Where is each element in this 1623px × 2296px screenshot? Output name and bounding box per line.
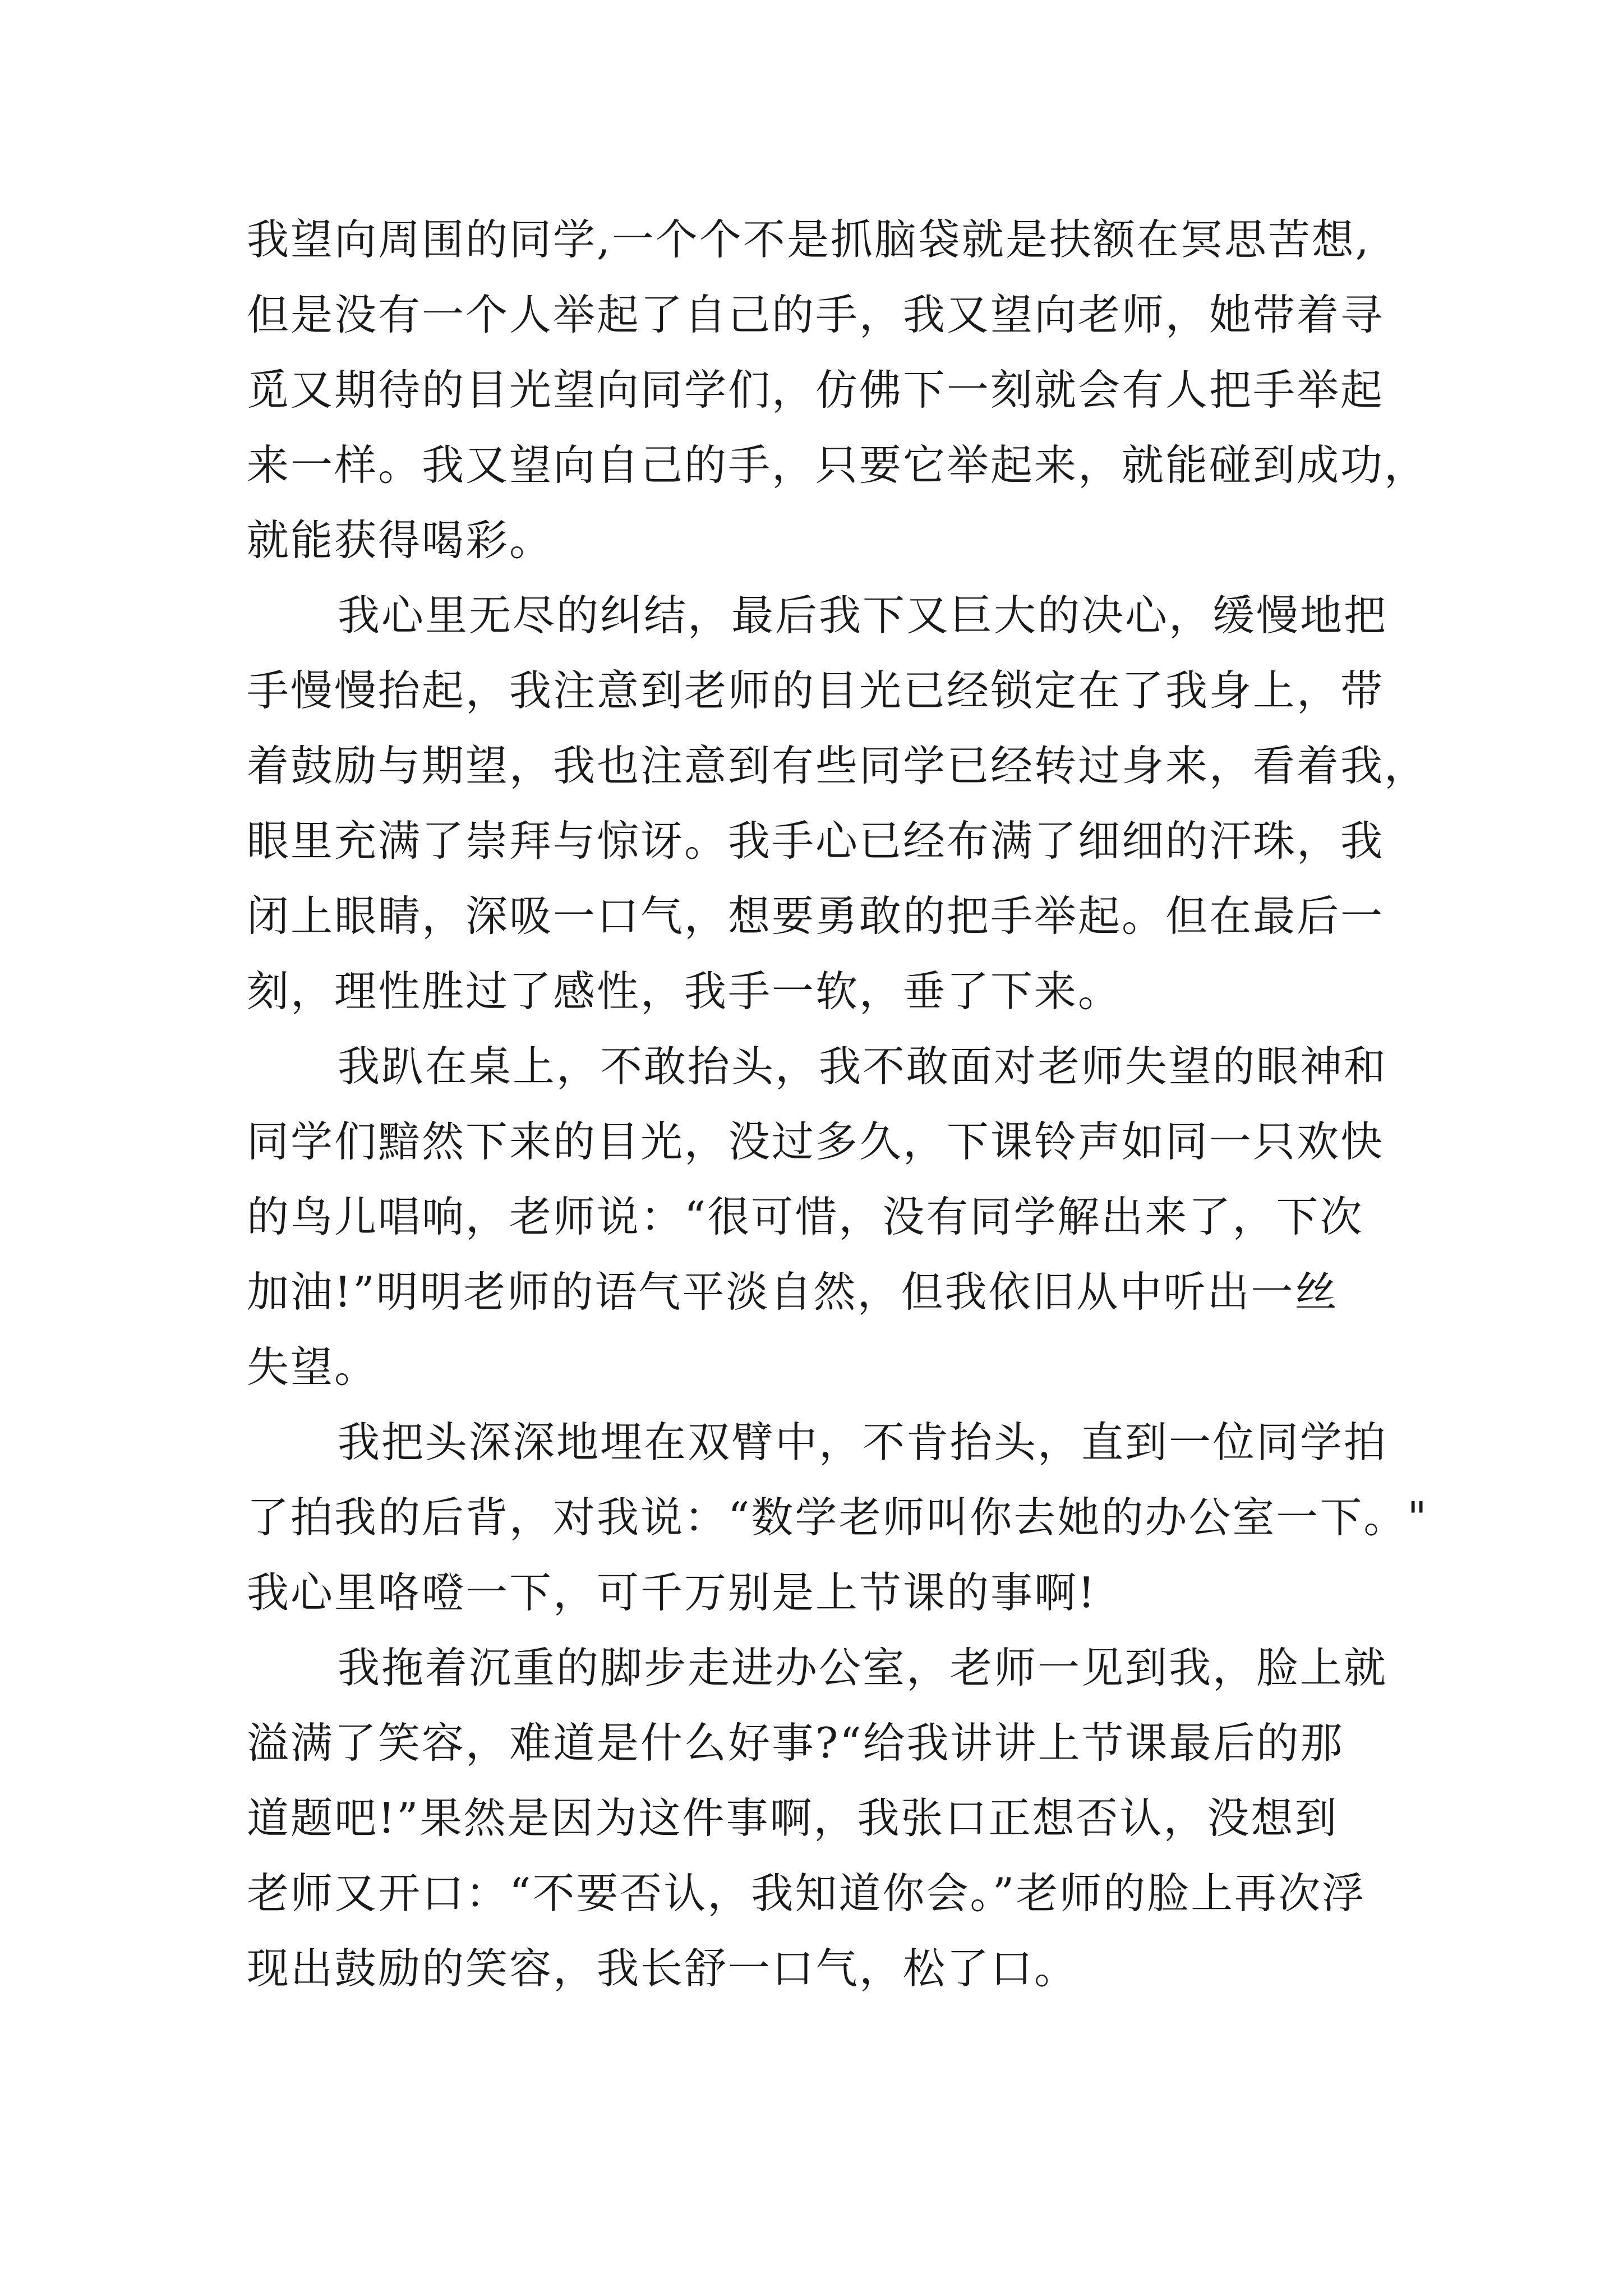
text-line: 手慢慢抬起，我注意到老师的目光已经锁定在了我身上，带 bbox=[247, 666, 1385, 715]
text-line: 的鸟儿唱响，老师说：“很可惜，没有同学解出来了，下次 bbox=[247, 1192, 1364, 1241]
text-line: 来一样。我又望向自己的手，只要它举起来，就能碰到成功， bbox=[247, 440, 1428, 490]
paragraph bbox=[247, 1405, 1441, 1630]
text-line: 溢满了笑容，难道是什么好事?“给我讲讲上节课最后的那 bbox=[247, 1718, 1344, 1768]
document-body bbox=[247, 202, 1441, 2006]
text-line: 我望向周围的同学,一个个不是抓脑袋就是扶额在冥思苦想, bbox=[247, 215, 1371, 264]
text-line: 着鼓励与期望，我也注意到有些同学已经转过身来，看着我， bbox=[247, 741, 1428, 790]
text-line: 了拍我的后背，对我说：“数学老师叫你去她的办公室一下。" bbox=[247, 1493, 1428, 1542]
text-line: 刻，理性胜过了感性，我手一软，垂了下来。 bbox=[247, 967, 1122, 1016]
text-line: 加油!”明明老师的语气平淡自然，但我依旧从中听出一丝 bbox=[247, 1267, 1339, 1317]
text-line: 就能获得喝彩。 bbox=[247, 516, 554, 565]
text-line: 同学们黯然下来的目光，没过多久，下课铃声如同一只欢快 bbox=[247, 1117, 1385, 1166]
text-line: 我心里咯噔一下，可千万别是上节课的事啊! bbox=[247, 1568, 1097, 1617]
text-line: 我心里无尽的纠结，最后我下又巨大的决心，缓慢地把 bbox=[338, 591, 1388, 640]
text-line: 失望。 bbox=[247, 1342, 379, 1392]
text-line: 我把头深深地埋在双臂中，不肯抬头，直到一位同学拍 bbox=[338, 1418, 1388, 1467]
text-line: 觅又期待的目光望向同学们，仿佛下一刻就会有人把手举起 bbox=[247, 365, 1385, 415]
text-line: 道题吧!”果然是因为这件事啊，我张口正想否认，没想到 bbox=[247, 1793, 1339, 1843]
paragraph bbox=[247, 1029, 1441, 1405]
paragraph bbox=[247, 1630, 1441, 2006]
paragraph bbox=[247, 202, 1441, 578]
text-line: 现出鼓励的笑容，我长舒一口气，松了口。 bbox=[247, 1944, 1078, 1993]
text-line: 我趴在桌上，不敢抬头，我不敢面对老师失望的眼神和 bbox=[338, 1042, 1388, 1091]
text-line: 闭上眼睛，深吸一口气，想要勇敢的把手举起。但在最后一 bbox=[247, 891, 1385, 941]
text-line: 我拖着沉重的脚步走进办公室，老师一见到我，脸上就 bbox=[338, 1643, 1388, 1692]
text-line: 但是没有一个人举起了自己的手，我又望向老师，她带着寻 bbox=[247, 290, 1385, 339]
paragraph bbox=[247, 578, 1441, 1029]
text-line: 老师又开口：“不要否认，我知道你会。”老师的脸上再次浮 bbox=[247, 1869, 1366, 1918]
text-line: 眼里充满了崇拜与惊讶。我手心已经布满了细细的汗珠，我 bbox=[247, 816, 1385, 866]
